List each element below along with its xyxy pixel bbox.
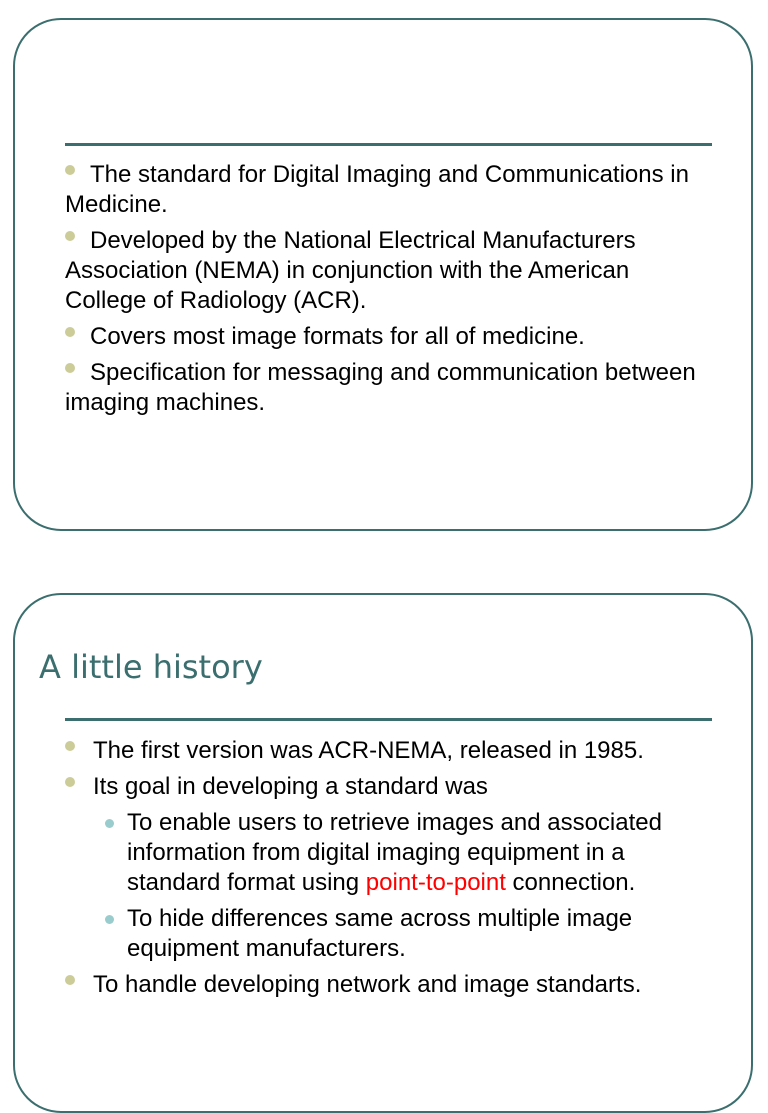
- bullet-icon: [65, 975, 75, 985]
- list-item: Covers most image formats for all of medicine.: [65, 322, 705, 352]
- sub-list-item: To hide differences same across multiple image equipment manufacturers.: [93, 904, 715, 964]
- sub-bullet-list: [93, 808, 715, 964]
- bullet-icon: [65, 741, 75, 751]
- list-item: Specification for messaging and communication between imaging machines.: [65, 359, 696, 416]
- highlighted-term: point-to-point: [365, 869, 506, 896]
- sub-bullet-icon: [105, 915, 114, 924]
- list-item: To handle developing network and image standarts.: [65, 970, 715, 1000]
- title-divider: [65, 143, 712, 146]
- list-item: The standard for Digital Imaging and Communications in Medicine.: [65, 161, 689, 218]
- bullet-icon: [65, 231, 75, 241]
- slide-title: A little history: [39, 648, 263, 686]
- slide-dicom-overview: [13, 18, 753, 531]
- sub-bullet-icon: [105, 819, 114, 828]
- bullet-icon: [65, 777, 75, 787]
- list-item: The first version was ACR-NEMA, released in 1985.: [65, 736, 715, 766]
- list-item: Its goal in developing a standard was To enable users to retrieve images and associated information from digital imaging equipment in a standard format using point-to-point connection. To hide differences same across multiple image equipment manufacturers.: [65, 772, 715, 964]
- slide-history: [13, 593, 753, 1113]
- bullet-icon: [65, 327, 75, 337]
- list-item: Developed by the National Electrical Manufacturers Association (NEMA) in conjunction with the American College of Radiology (ACR).: [65, 227, 636, 314]
- bullet-icon: [65, 165, 75, 175]
- sub-list-item: To enable users to retrieve images and associated information from digital imaging equipment in a standard format using point-to-point connection.: [93, 808, 715, 898]
- bullet-list: [65, 160, 705, 424]
- bullet-icon: [65, 363, 75, 373]
- bullet-list: [65, 736, 715, 1006]
- title-divider: [65, 718, 712, 721]
